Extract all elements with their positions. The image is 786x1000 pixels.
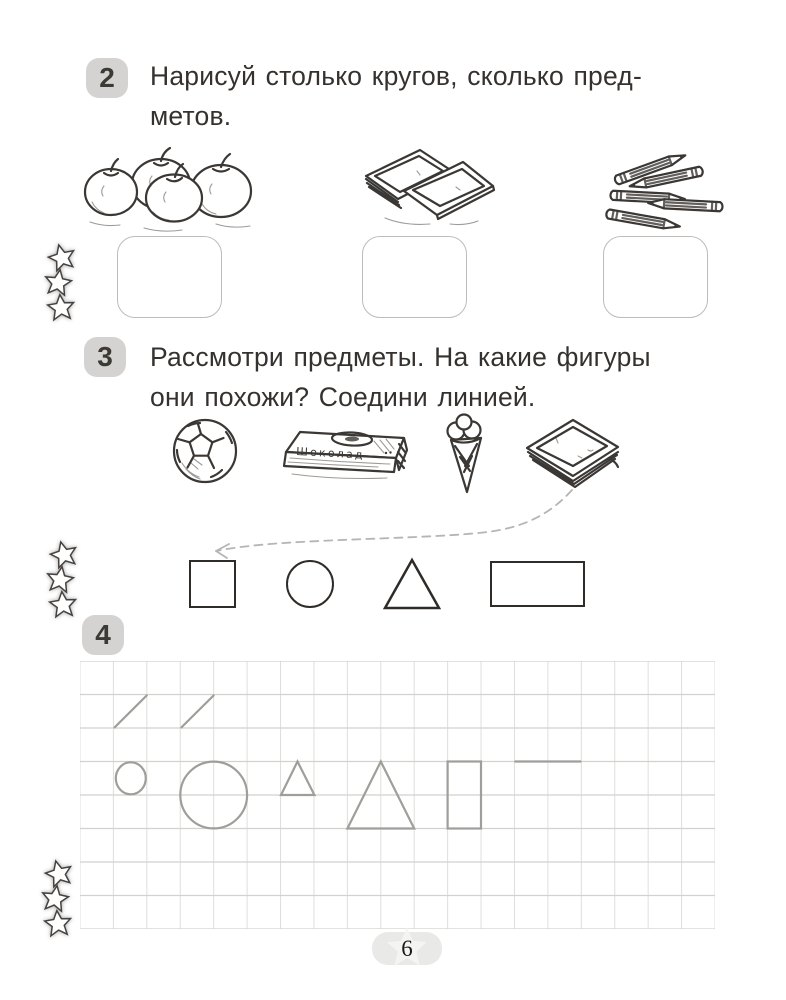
task4-number-badge [82, 615, 124, 655]
task2-number: 2 [99, 62, 115, 93]
task4-number: 4 [95, 619, 111, 650]
star-icon [48, 540, 79, 569]
task2-number-badge [86, 58, 128, 98]
square-shape[interactable] [189, 560, 236, 608]
star-icon [49, 591, 77, 618]
star-icon [44, 910, 72, 937]
answer-box[interactable] [603, 236, 708, 318]
pencil [606, 209, 681, 231]
diagonal-stroke [181, 695, 214, 728]
task2-instruction [150, 56, 750, 136]
task3-reward-stars [42, 540, 84, 628]
task3-instruction-line1: Рассмотри предметы. На какие фигуры [150, 342, 651, 372]
task3-instruction [150, 337, 750, 417]
small-oval [116, 762, 146, 794]
circle-shape[interactable] [286, 560, 334, 608]
task3-instruction-line2: они похожи? Соедини линией. [150, 382, 536, 412]
star-icon [47, 294, 75, 321]
task2-instruction-line2: метов. [150, 101, 232, 131]
writing-grid[interactable] [80, 661, 715, 929]
answer-box[interactable] [362, 236, 467, 318]
small-triangle [281, 762, 314, 796]
star-icon [43, 859, 74, 888]
task2-instruction-line1: Нарисуй столько кругов, сколько пред- [150, 61, 642, 91]
pencil [647, 198, 722, 211]
page-number-badge [372, 932, 442, 965]
triangle-shape[interactable] [379, 556, 443, 612]
star-icon [43, 268, 72, 296]
star-icon [46, 243, 77, 272]
star-icon [45, 565, 74, 593]
star-icon [40, 884, 69, 912]
answer-box[interactable] [117, 236, 222, 318]
apples-illustration [78, 140, 268, 240]
page-number: 6 [401, 935, 413, 961]
task3-number: 3 [97, 341, 113, 372]
chocolate-label: Шоколад [295, 445, 366, 462]
pencils-illustration [590, 135, 775, 240]
task2-reward-stars [40, 243, 82, 331]
task3-number-badge [84, 337, 126, 377]
rectangle-shape[interactable] [490, 561, 585, 607]
task4-reward-stars [37, 859, 79, 947]
diagonal-stroke [114, 695, 147, 728]
connection-arrow [200, 478, 595, 563]
notebooks-illustration [355, 140, 505, 235]
